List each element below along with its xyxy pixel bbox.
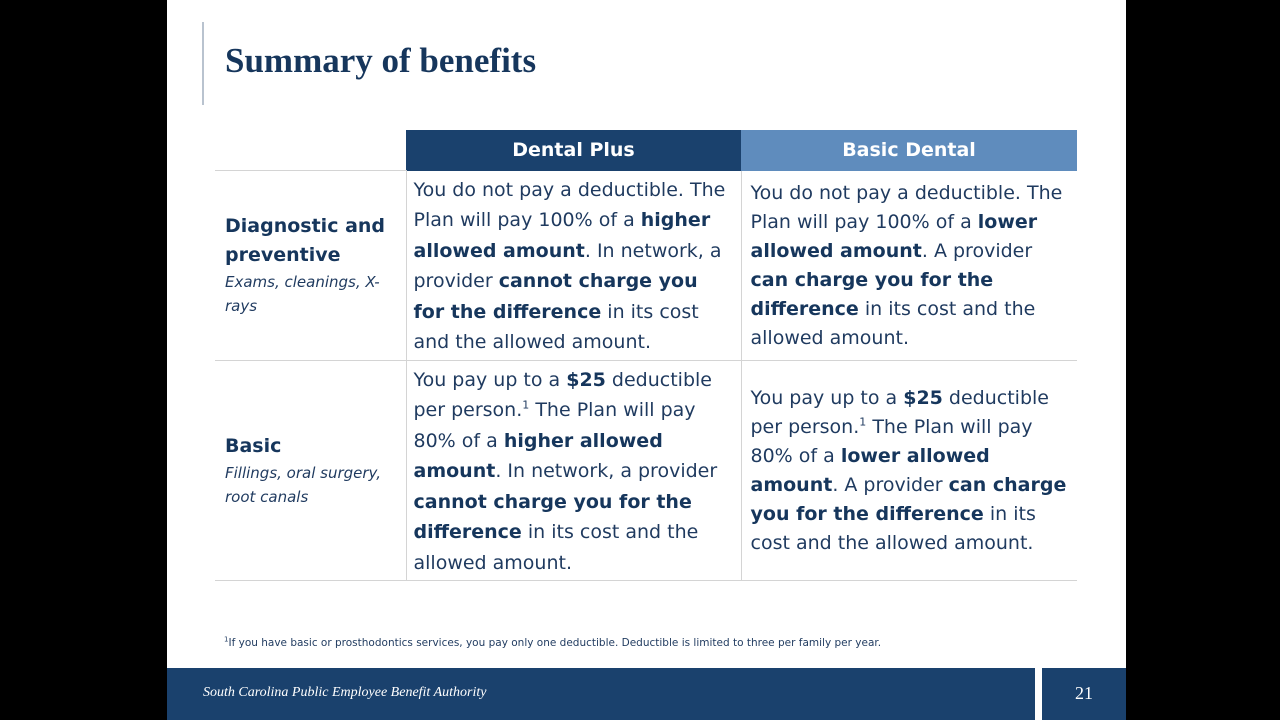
header-basic-dental: Basic Dental (741, 130, 1077, 171)
footer-bar (167, 668, 1035, 720)
table-row (215, 360, 1077, 581)
row-header-basic (215, 360, 406, 581)
slide-title: Summary of benefits (225, 41, 537, 80)
row-header-diagnostic (215, 171, 406, 361)
footer-organization: South Carolina Public Employee Benefit Authority (203, 685, 487, 700)
row-label: Basic (225, 434, 282, 457)
row-sublabel: Exams, cleanings, X-rays (225, 273, 380, 316)
row-sublabel: Fillings, oral surgery, root canals (225, 463, 382, 506)
table-header-row (215, 130, 1077, 171)
header-blank-cell (215, 130, 406, 171)
slide (167, 0, 1126, 720)
row-label: Diagnostic and preventive (225, 215, 386, 267)
footnote-marker: 1 (522, 398, 530, 412)
table-row (215, 171, 1077, 361)
cell-diagnostic-dental-plus: You do not pay a deductible. The Plan will pay 100% of a higher allowed amount. In network, a provider cannot charge you for the difference in its cost and the allowed amount. (406, 171, 741, 361)
footnote: $^1$If you have basic or prosthodontics services, you pay only one deductible. Deductible is limited to three per family per year. (224, 635, 882, 649)
page-number: 21 (1075, 683, 1093, 703)
cell-basic-basic-dental: You pay up to a $25 deductible per person.$^1$ The Plan will pay 80% of a lower allowed amount. A provider can charge you for the difference in its cost and the allowed amount. (741, 360, 1077, 581)
page-number-box (1042, 668, 1126, 720)
cell-basic-dental-plus: You pay up to a $25 deductible per person.$^1$ The Plan will pay 80% of a higher allowed amount. In network, a provider cannot charge you for the difference in its cost and the allowed amount. (406, 360, 741, 581)
benefits-table (215, 130, 1077, 581)
footnote-marker: 1 (859, 415, 867, 429)
title-accent-rule (202, 22, 204, 105)
header-dental-plus: Dental Plus (406, 130, 741, 171)
cell-diagnostic-basic-dental: You do not pay a deductible. The Plan will pay 100% of a lower allowed amount. A provider can charge you for the difference in its cost and the allowed amount. (741, 171, 1077, 361)
